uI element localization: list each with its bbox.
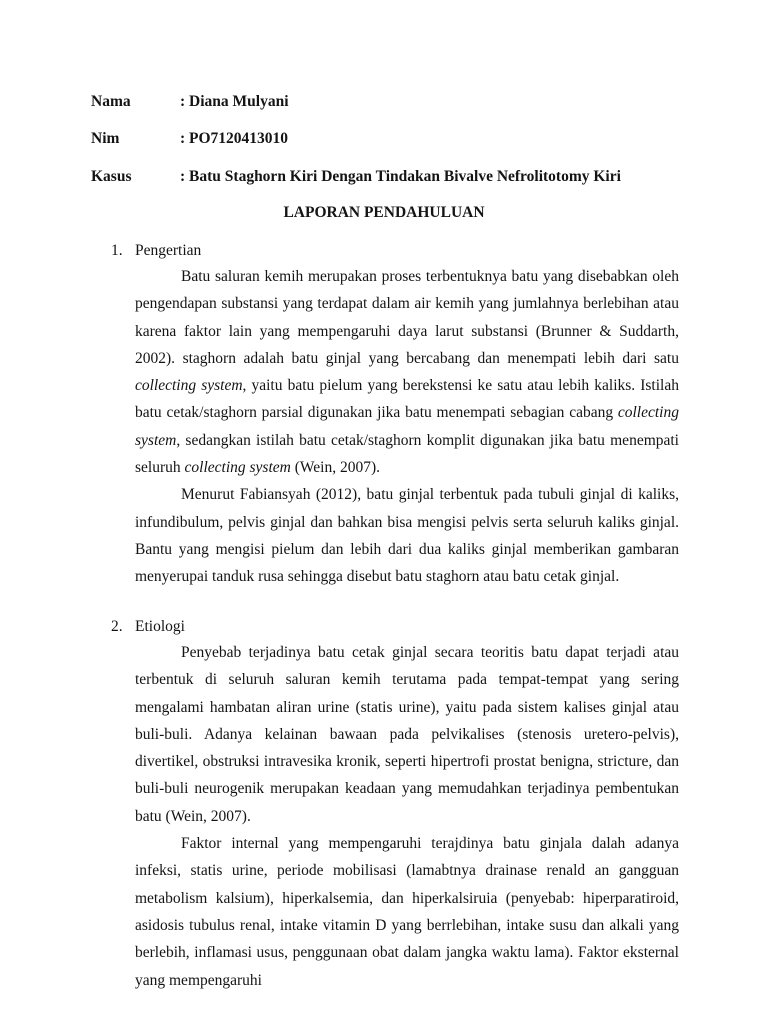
section-label: Etiologi: [135, 618, 185, 635]
section-label: Pengertian: [135, 242, 202, 259]
paragraph: Penyebab terjadinya batu cetak ginjal secara teoritis batu dapat terjadi atau terbentuk di seluruh saluran kemih terutama pada tempat-tempat yang sering mengalami hambatan aliran urine (statis urine), yaitu pada sistem kalises ginjal atau buli-buli. Adanya kelainan bawaan pada pelvikalises (stenosis uretero-pelvis), divertikel, obstruksi intravesika kronik, seperti hipertrofi prostat benigna, stricture, dan buli-buli neurogenik merupakan keadaan yang memudahkan terjadinya pembentukan batu (Wein, 2007).: [135, 644, 679, 825]
paragraph-text: Batu saluran kemih merupakan proses terbentuknya batu yang disebabkan oleh pengendapan substansi yang terdapat dalam air kemih yang jumlahnya berlebihan atau karena faktor lain yang mempengaruhi daya larut substansi (Brunner & Suddarth, 2002). staghorn adalah batu ginjal yang bercabang dan menempati lebih dari satu: [135, 268, 679, 367]
paragraph: [135, 263, 679, 481]
italic-term: collecting system: [135, 377, 243, 395]
kasus-label: Kasus: [91, 168, 132, 185]
section-body-etiologi: [135, 639, 679, 994]
section-body-pengertian: [135, 263, 679, 591]
paragraph-text: (Wein, 2007).: [290, 459, 380, 477]
paragraph: Faktor internal yang mempengaruhi terajdinya batu ginjala dalah adanya infeksi, statis urine, periode mobilisasi (lamabtnya drainase renald an gangguan metabolism kalsium), hiperkalsemia, dan hiperkalsiruia (penyebab: hiperparatiroid, asidosis tubulus renal, intake vitamin D yang berrlebihan, intake susu dan alkali yang berlebih, inflamasi usus, penggunaan obat dalam jangka waktu lama). Faktor eksternal yang mempengaruhi: [135, 835, 679, 989]
paragraph: Menurut Fabiansyah (2012), batu ginjal terbentuk pada tubuli ginjal di kaliks, infundibulum, pelvis ginjal dan bahkan bisa mengisi pelvis serta seluruh kaliks ginjal. Bantu yang mengisi pielum dan lebih dari dua kaliks ginjal memberikan gambaran menyerupai tanduk rusa sehingga disebut batu staghorn atau batu cetak ginjal.: [135, 486, 679, 586]
paragraph-text: , yaitu batu pielum yang berekstensi ke satu atau lebih kaliks. Istilah batu cetak/staghorn parsial digunakan jika batu menempati sebagian cabang: [135, 377, 679, 422]
italic-term: collecting system: [135, 404, 679, 449]
nim-value: : PO7120413010: [180, 130, 289, 147]
section-number: 2.: [111, 618, 123, 635]
nim-label: Nim: [91, 130, 120, 147]
nama-label: Nama: [91, 93, 131, 110]
italic-term: collecting system: [184, 459, 291, 477]
kasus-value: : Batu Staghorn Kiri Dengan Tindakan Bivalve Nefrolitotomy Kiri: [180, 168, 621, 185]
section-number: 1.: [111, 242, 123, 259]
document-title: LAPORAN PENDAHULUAN: [283, 204, 485, 221]
nama-value: : Diana Mulyani: [180, 93, 289, 110]
paragraph-text: , sedangkan istilah batu cetak/staghorn komplit digunakan jika batu menempati seluruh: [135, 431, 679, 477]
